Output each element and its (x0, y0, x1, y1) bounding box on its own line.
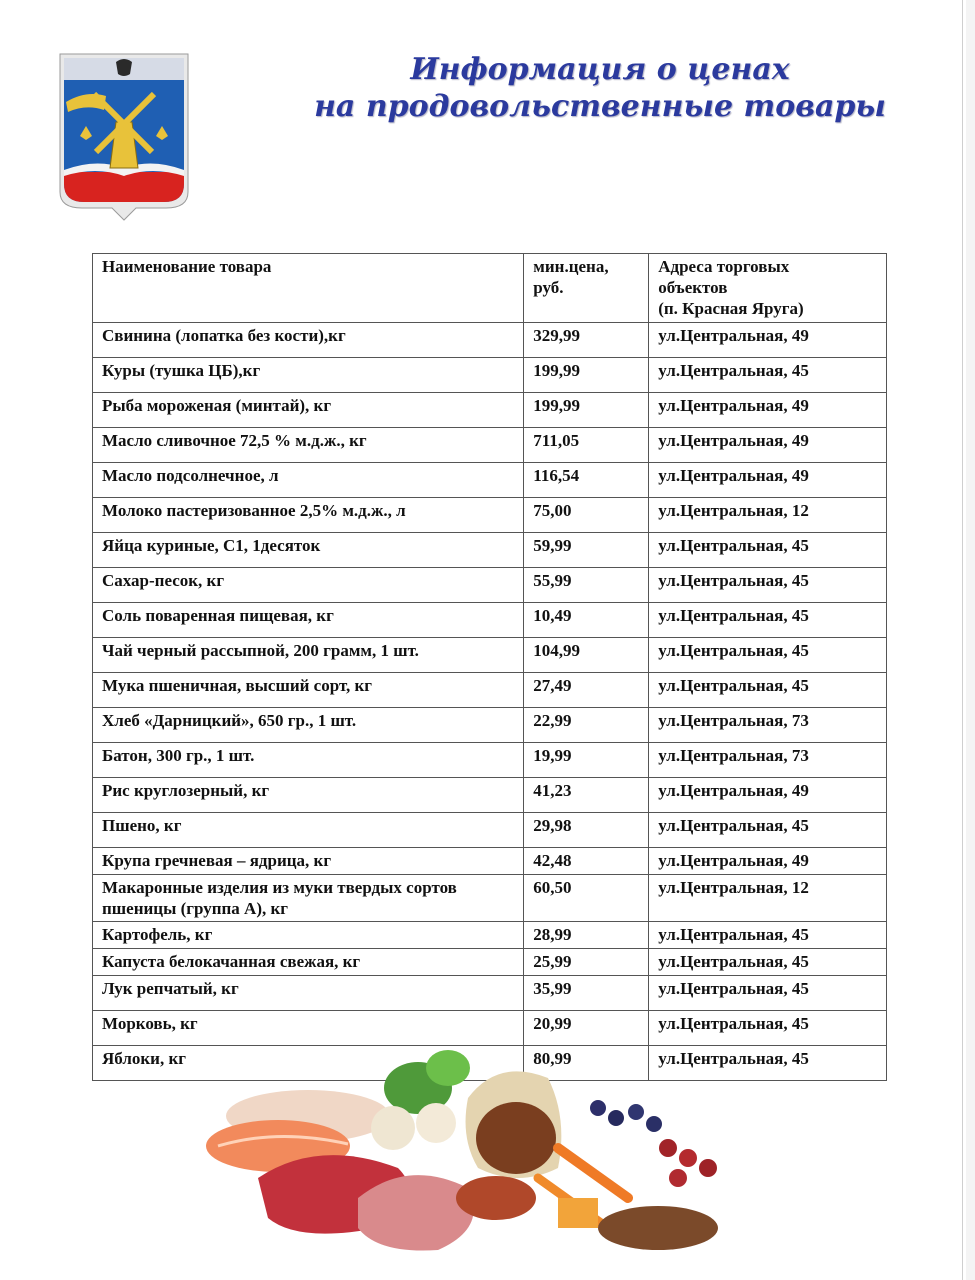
product-name: Рис круглозерный, кг (93, 778, 524, 813)
product-price: 10,49 (524, 603, 649, 638)
store-address: ул.Центральная, 45 (649, 603, 887, 638)
page-title (300, 52, 900, 126)
store-address: ул.Центральная, 45 (649, 568, 887, 603)
product-price: 25,99 (524, 949, 649, 976)
store-address: ул.Центральная, 49 (649, 323, 887, 358)
product-price: 75,00 (524, 498, 649, 533)
product-name: Мука пшеничная, высший сорт, кг (93, 673, 524, 708)
header-address (649, 254, 887, 323)
product-name: Соль поваренная пищевая, кг (93, 603, 524, 638)
table-row (93, 708, 887, 743)
table-row (93, 463, 887, 498)
product-price: 60,50 (524, 875, 649, 922)
title-line-1: Информация о ценах (410, 52, 790, 87)
product-price: 104,99 (524, 638, 649, 673)
product-name: Макаронные изделия из муки твердых сортов пшеницы (группа А), кг (93, 875, 524, 922)
table-row (93, 778, 887, 813)
store-address: ул.Центральная, 45 (649, 922, 887, 949)
page-edge-shadow (966, 0, 975, 1280)
table-row (93, 358, 887, 393)
table-row (93, 323, 887, 358)
store-address: ул.Центральная, 45 (649, 1011, 887, 1046)
product-price: 199,99 (524, 393, 649, 428)
product-name: Картофель, кг (93, 922, 524, 949)
product-price: 27,49 (524, 673, 649, 708)
table-row (93, 875, 887, 922)
product-name: Батон, 300 гр., 1 шт. (93, 743, 524, 778)
product-name: Чай черный рассыпной, 200 грамм, 1 шт. (93, 638, 524, 673)
header-address-line-1: Адреса торговых (658, 257, 790, 276)
product-name: Капуста белокачанная свежая, кг (93, 949, 524, 976)
coat-of-arms-windmill-icon (56, 52, 192, 222)
product-price: 29,98 (524, 813, 649, 848)
product-price: 42,48 (524, 848, 649, 875)
product-price: 80,99 (524, 1046, 649, 1081)
table-row (93, 568, 887, 603)
product-name: Сахар-песок, кг (93, 568, 524, 603)
product-name: Масло подсолнечное, л (93, 463, 524, 498)
store-address: ул.Центральная, 73 (649, 743, 887, 778)
table-row (93, 428, 887, 463)
page-edge (962, 0, 963, 1280)
product-price: 59,99 (524, 533, 649, 568)
table-row (93, 638, 887, 673)
store-address: ул.Центральная, 45 (649, 1046, 887, 1081)
store-address: ул.Центральная, 45 (649, 533, 887, 568)
product-price: 28,99 (524, 922, 649, 949)
product-name: Свинина (лопатка без кости),кг (93, 323, 524, 358)
header-address-line-2: объектов (658, 278, 728, 297)
store-address: ул.Центральная, 49 (649, 393, 887, 428)
product-price: 329,99 (524, 323, 649, 358)
table-row (93, 603, 887, 638)
table-row (93, 813, 887, 848)
product-name: Рыба мороженая (минтай), кг (93, 393, 524, 428)
header-address-line-3: (п. Красная Яруга) (658, 299, 804, 318)
product-name: Куры (тушка ЦБ),кг (93, 358, 524, 393)
header-price-line-2: руб. (533, 278, 564, 297)
table-row (93, 533, 887, 568)
store-address: ул.Центральная, 12 (649, 498, 887, 533)
store-address: ул.Центральная, 45 (649, 358, 887, 393)
product-name: Масло сливочное 72,5 % м.д.ж., кг (93, 428, 524, 463)
store-address: ул.Центральная, 45 (649, 949, 887, 976)
product-price: 19,99 (524, 743, 649, 778)
product-name: Пшено, кг (93, 813, 524, 848)
store-address: ул.Центральная, 45 (649, 638, 887, 673)
store-address: ул.Центральная, 49 (649, 463, 887, 498)
product-price: 22,99 (524, 708, 649, 743)
product-name: Лук репчатый, кг (93, 976, 524, 1011)
product-name: Яйца куриные, С1, 1десяток (93, 533, 524, 568)
table-row (93, 848, 887, 875)
header-name: Наименование товара (93, 254, 524, 323)
table-header-row (93, 254, 887, 323)
store-address: ул.Центральная, 49 (649, 778, 887, 813)
store-address: ул.Центральная, 45 (649, 813, 887, 848)
store-address: ул.Центральная, 45 (649, 976, 887, 1011)
product-price: 199,99 (524, 358, 649, 393)
product-name: Морковь, кг (93, 1011, 524, 1046)
title-line-2: на продовольственные товары (314, 89, 886, 124)
table-row (93, 393, 887, 428)
header-price (524, 254, 649, 323)
table-row (93, 976, 887, 1011)
product-name: Яблоки, кг (93, 1046, 524, 1081)
store-address: ул.Центральная, 12 (649, 875, 887, 922)
product-price: 55,99 (524, 568, 649, 603)
product-price: 711,05 (524, 428, 649, 463)
table-row (93, 743, 887, 778)
store-address: ул.Центральная, 49 (649, 848, 887, 875)
food-products-illustration (198, 1028, 778, 1260)
table-row (93, 498, 887, 533)
store-address: ул.Центральная, 49 (649, 428, 887, 463)
product-price: 20,99 (524, 1011, 649, 1046)
product-price: 116,54 (524, 463, 649, 498)
product-name: Молоко пастеризованное 2,5% м.д.ж., л (93, 498, 524, 533)
product-name: Хлеб «Дарницкий», 650 гр., 1 шт. (93, 708, 524, 743)
table-row (93, 922, 887, 949)
price-table (92, 253, 887, 1081)
product-price: 41,23 (524, 778, 649, 813)
product-name: Крупа гречневая – ядрица, кг (93, 848, 524, 875)
table-row (93, 673, 887, 708)
table-row (93, 949, 887, 976)
product-price: 35,99 (524, 976, 649, 1011)
store-address: ул.Центральная, 45 (649, 673, 887, 708)
header-price-line-1: мин.цена, (533, 257, 609, 276)
store-address: ул.Центральная, 73 (649, 708, 887, 743)
